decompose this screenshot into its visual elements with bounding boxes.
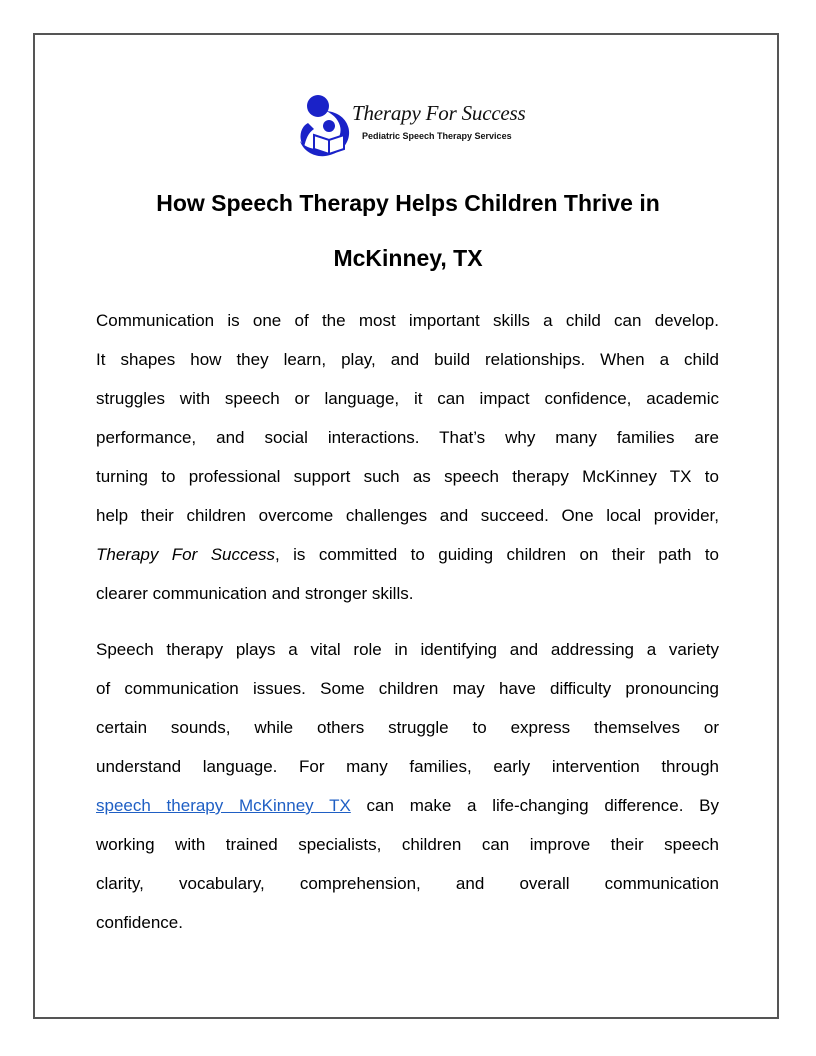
paragraph-line: of communication issues. Some children may have difficulty pronouncing bbox=[96, 679, 719, 698]
paragraph-line: working with trained specialists, children can improve their speech bbox=[96, 835, 719, 854]
paragraph-line-rest: can make a life-changing difference. By bbox=[350, 796, 719, 815]
paragraph-line: Communication is one of the most important skills a child can develop. bbox=[96, 311, 719, 330]
logo-subtitle: Pediatric Speech Therapy Services bbox=[362, 131, 512, 141]
paragraph-line: certain sounds, while others struggle to express themselves or bbox=[96, 718, 719, 737]
paragraph-line: clearer communication and stronger skills. bbox=[96, 584, 414, 603]
paragraph-line: help their children overcome challenges and succeed. One local provider, bbox=[96, 506, 719, 525]
paragraph-line: struggles with speech or language, it can impact confidence, academic bbox=[96, 389, 719, 408]
paragraph-speech-therapy-role bbox=[96, 630, 719, 942]
speech-therapy-mckinney-link[interactable]: speech therapy McKinney TX bbox=[96, 796, 351, 815]
paragraph-intro bbox=[96, 301, 719, 613]
child-reading-book-icon bbox=[296, 93, 356, 159]
paragraph-line: clarity, vocabulary, comprehension, and overall communication bbox=[96, 874, 719, 893]
paragraph-line: confidence. bbox=[96, 913, 183, 932]
paragraph-line: It shapes how they learn, play, and build relationships. When a child bbox=[96, 350, 719, 369]
provider-name: Therapy For Success bbox=[96, 545, 275, 564]
paragraph-line: performance, and social interactions. That’s why many families are bbox=[96, 428, 719, 447]
paragraph-line: Speech therapy plays a vital role in identifying and addressing a variety bbox=[96, 640, 719, 659]
logo-title: Therapy For Success bbox=[352, 101, 526, 125]
paragraph-line-rest: , is committed to guiding children on their path to bbox=[274, 545, 719, 564]
document-title-line: How Speech Therapy Helps Children Thrive in bbox=[156, 190, 660, 216]
document-title-line: McKinney, TX bbox=[333, 245, 483, 271]
paragraph-line: understand language. For many families, early intervention through bbox=[96, 757, 719, 776]
paragraph-line bbox=[96, 786, 719, 825]
document-title bbox=[60, 176, 756, 286]
logo bbox=[296, 93, 526, 159]
paragraph-line bbox=[96, 535, 719, 574]
paragraph-line: turning to professional support such as speech therapy McKinney TX to bbox=[96, 467, 719, 486]
